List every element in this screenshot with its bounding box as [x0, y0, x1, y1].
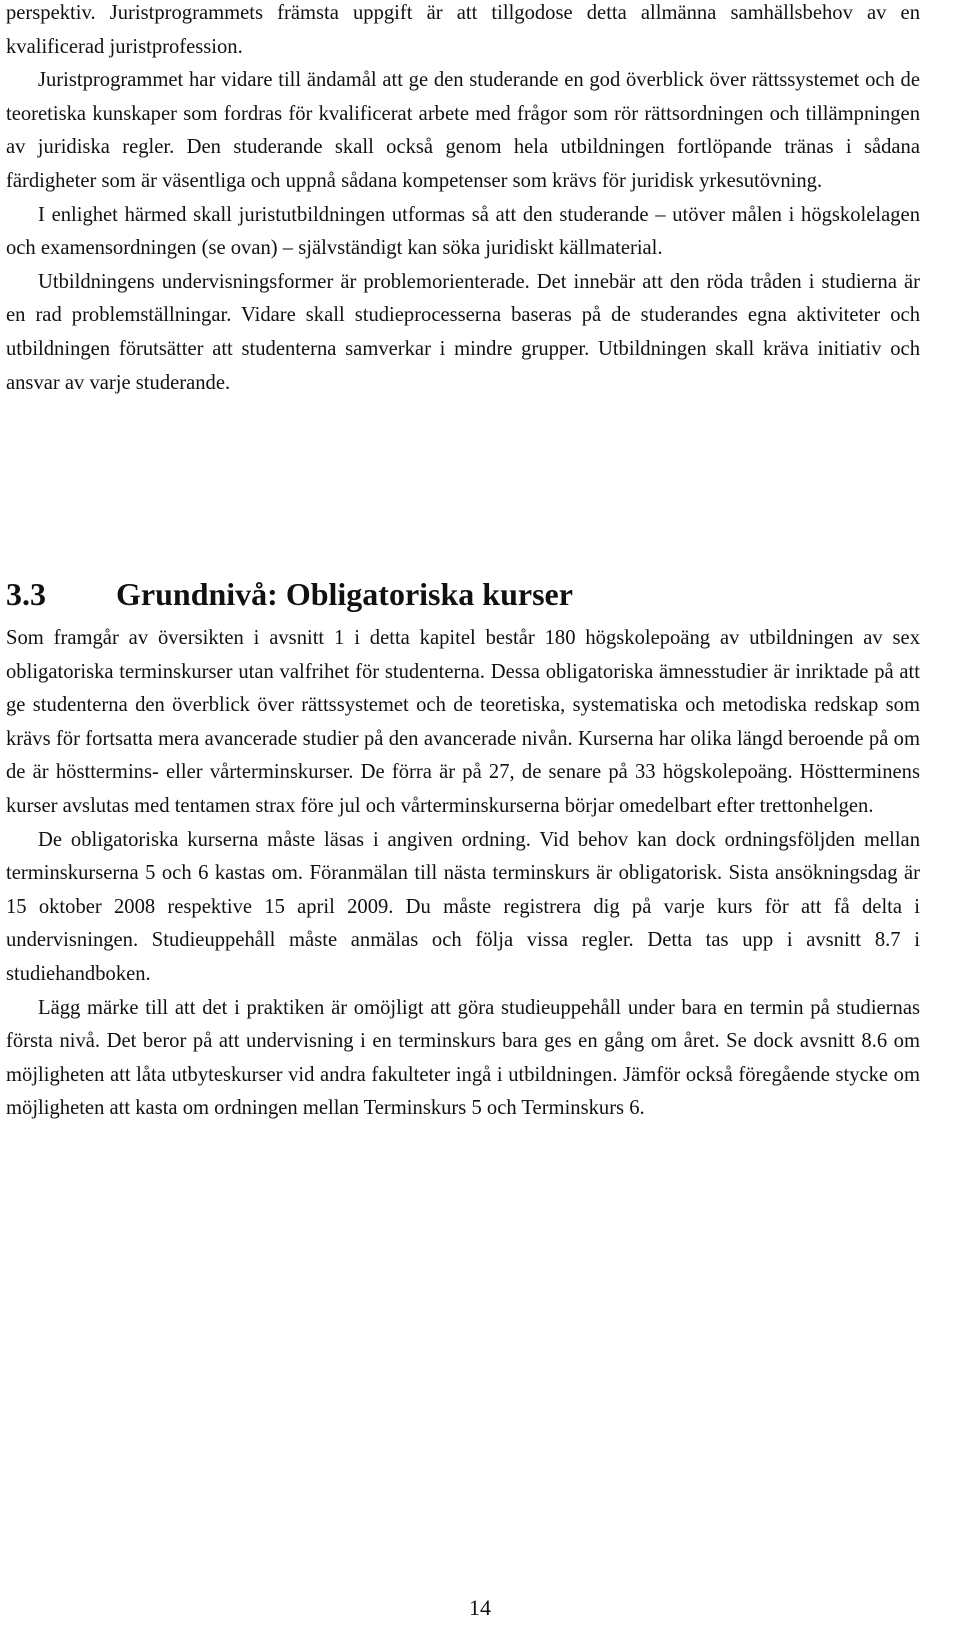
paragraph: Som framgår av översikten i avsnitt 1 i detta kapitel består 180 högskolepoäng av utbildningen av sex obligatoriska terminskurser utan valfrihet för studenterna. Dessa obligatoriska ämnesstudier är inriktade på att ge studenterna den överblick över rättssystemet och de teoretiska, systematiska och metodiska redskap som krävs för fortsatta mera avancerade studier på den avancerade nivån. Kurserna har olika längd beroende på om de är hösttermins- eller vårterminskurser. De förra är på 27, de senare på 33 högskolepoäng. Höstterminens kurser avslutas med tentamen strax före jul och vårterminskurserna börjar omedelbart efter trettonhelgen.	[6, 627, 920, 817]
paragraph: I enlighet härmed skall juristutbildningen utformas så att den studerande – utöver målen i högskolelagen och examensordningen (se ovan) – självständigt kan söka juridiskt källmaterial.	[6, 203, 920, 260]
paragraph: De obligatoriska kurserna måste läsas i angiven ordning. Vid behov kan dock ordningsföljden mellan terminskurserna 5 och 6 kastas om. Föranmälan till nästa terminskurs är obligatorisk. Sista ansökningsdag är 15 oktober 2008 respektive 15 april 2009. Du måste registrera dig på varje kurs för att få delta i undervisningen. Studieuppehåll måste anmälas och följa vissa regler. Detta tas upp i avsnitt 8.7 i studiehandboken.	[6, 828, 920, 985]
section-body	[6, 622, 920, 1126]
paragraph: Utbildningens undervisningsformer är problemorienterade. Det innebär att den röda tråden i studierna är en rad problemställningar. Vidare skall studieprocesserna baseras på de studerandes egna aktiviteter och utbildningen förutsätter att studenterna samverkar i mindre grupper. Utbildningen skall kräva initiativ och ansvar av varje studerande.	[6, 270, 920, 394]
page-number: 14	[469, 1595, 491, 1620]
section-number: 3.3	[6, 576, 46, 612]
paragraph: perspektiv. Juristprogrammets främsta uppgift är att tillgodose detta allmänna samhällsbehov av en kvalificerad juristprofession.	[6, 2, 920, 58]
document-page	[6, 0, 920, 1120]
paragraph: Juristprogrammet har vidare till ändamål att ge den studerande en god överblick över rättssystemet och de teoretiska kunskaper som fordras för kvalificerat arbete med frågor som rör rättsordningen och tillämpningen av juridiska regler. Den studerande skall också genom hela utbildningen fortlöpande tränas i sådana färdigheter som är väsentliga och uppnå sådana kompetenser som krävs för juridisk yrkesutövning.	[6, 69, 920, 192]
section-title: Grundnivå: Obligatoriska kurser	[116, 576, 573, 612]
paragraph: Lägg märke till att det i praktiken är omöjligt att göra studieuppehåll under bara en termin på studiernas första nivå. Det beror på att undervisning i en terminskurs bara ges en gång om året. Se dock avsnitt 8.6 om möjligheten att låta utbyteskurser vid andra fakulteter ingå i utbildningen. Jämför också föregående stycke om möjligheten att kasta om ordningen mellan Terminskurs 5 och Terminskurs 6.	[6, 996, 920, 1120]
section-heading	[6, 572, 573, 616]
